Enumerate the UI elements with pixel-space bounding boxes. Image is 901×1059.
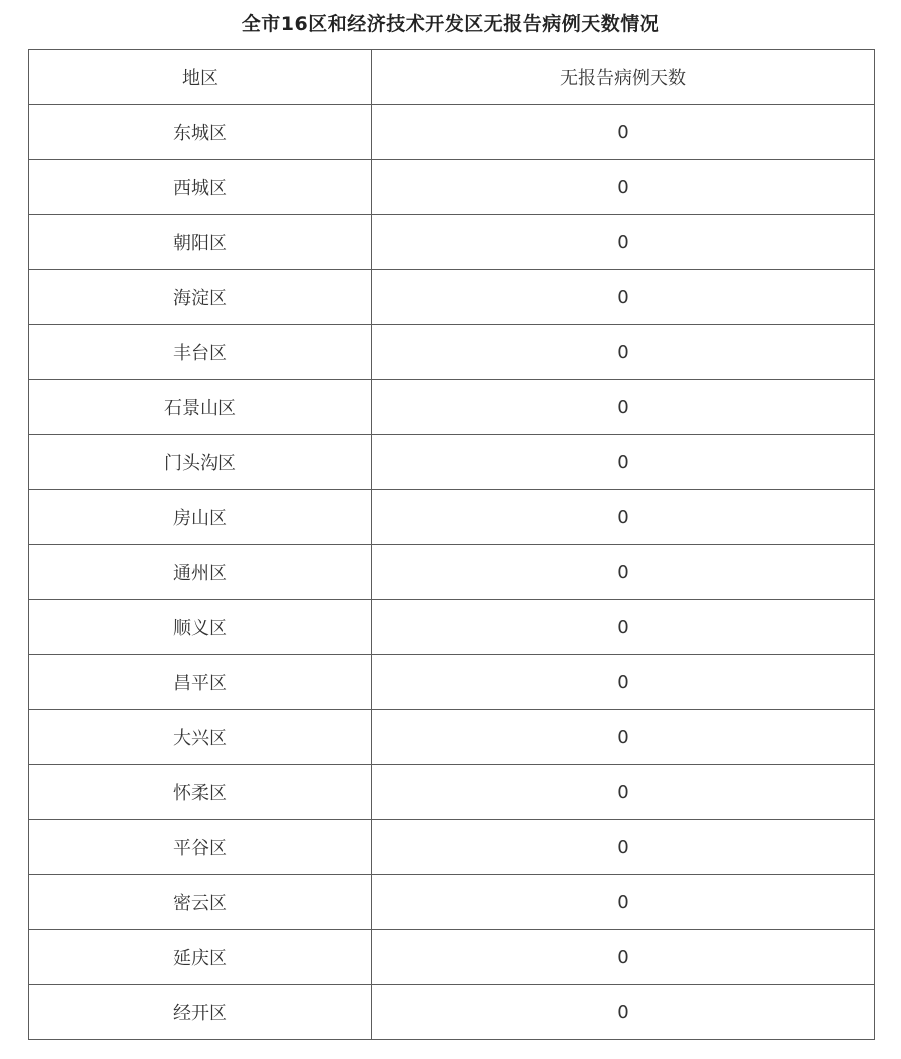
table-header-row	[29, 50, 875, 105]
page-title: 全市16区和经济技术开发区无报告病例天数情况	[241, 13, 660, 35]
table-row	[29, 435, 875, 490]
table-row	[29, 930, 875, 985]
district-cell: 丰台区	[29, 325, 372, 380]
table-row	[29, 270, 875, 325]
district-cell: 顺义区	[29, 600, 372, 655]
district-cell: 怀柔区	[29, 765, 372, 820]
days-cell: 0	[372, 600, 875, 655]
days-cell: 0	[372, 765, 875, 820]
days-cell: 0	[372, 875, 875, 930]
table-row	[29, 765, 875, 820]
district-cell: 经开区	[29, 985, 372, 1040]
days-cell: 0	[372, 215, 875, 270]
table-row	[29, 490, 875, 545]
table-row	[29, 820, 875, 875]
days-cell: 0	[372, 490, 875, 545]
district-cell: 门头沟区	[29, 435, 372, 490]
days-cell: 0	[372, 270, 875, 325]
district-cell: 西城区	[29, 160, 372, 215]
table-body	[29, 50, 875, 1040]
district-cell: 海淀区	[29, 270, 372, 325]
days-cell: 0	[372, 820, 875, 875]
header-cell-days: 无报告病例天数	[372, 50, 875, 105]
table-row	[29, 380, 875, 435]
days-cell: 0	[372, 325, 875, 380]
days-cell: 0	[372, 160, 875, 215]
district-table	[28, 49, 875, 1040]
district-cell: 大兴区	[29, 710, 372, 765]
header-cell-district: 地区	[29, 50, 372, 105]
district-cell: 通州区	[29, 545, 372, 600]
district-cell: 房山区	[29, 490, 372, 545]
table-row	[29, 545, 875, 600]
days-cell: 0	[372, 655, 875, 710]
district-cell: 密云区	[29, 875, 372, 930]
table-row	[29, 105, 875, 160]
days-cell: 0	[372, 380, 875, 435]
table-row	[29, 160, 875, 215]
district-cell: 石景山区	[29, 380, 372, 435]
table-row	[29, 875, 875, 930]
district-cell: 昌平区	[29, 655, 372, 710]
days-cell: 0	[372, 105, 875, 160]
days-cell: 0	[372, 930, 875, 985]
days-cell: 0	[372, 985, 875, 1040]
table-row	[29, 215, 875, 270]
district-cell: 朝阳区	[29, 215, 372, 270]
table-row	[29, 655, 875, 710]
table-row	[29, 710, 875, 765]
table-row	[29, 325, 875, 380]
days-cell: 0	[372, 545, 875, 600]
days-cell: 0	[372, 710, 875, 765]
district-cell: 延庆区	[29, 930, 372, 985]
district-cell: 平谷区	[29, 820, 372, 875]
table-row	[29, 985, 875, 1040]
table-row	[29, 600, 875, 655]
days-cell: 0	[372, 435, 875, 490]
district-cell: 东城区	[29, 105, 372, 160]
